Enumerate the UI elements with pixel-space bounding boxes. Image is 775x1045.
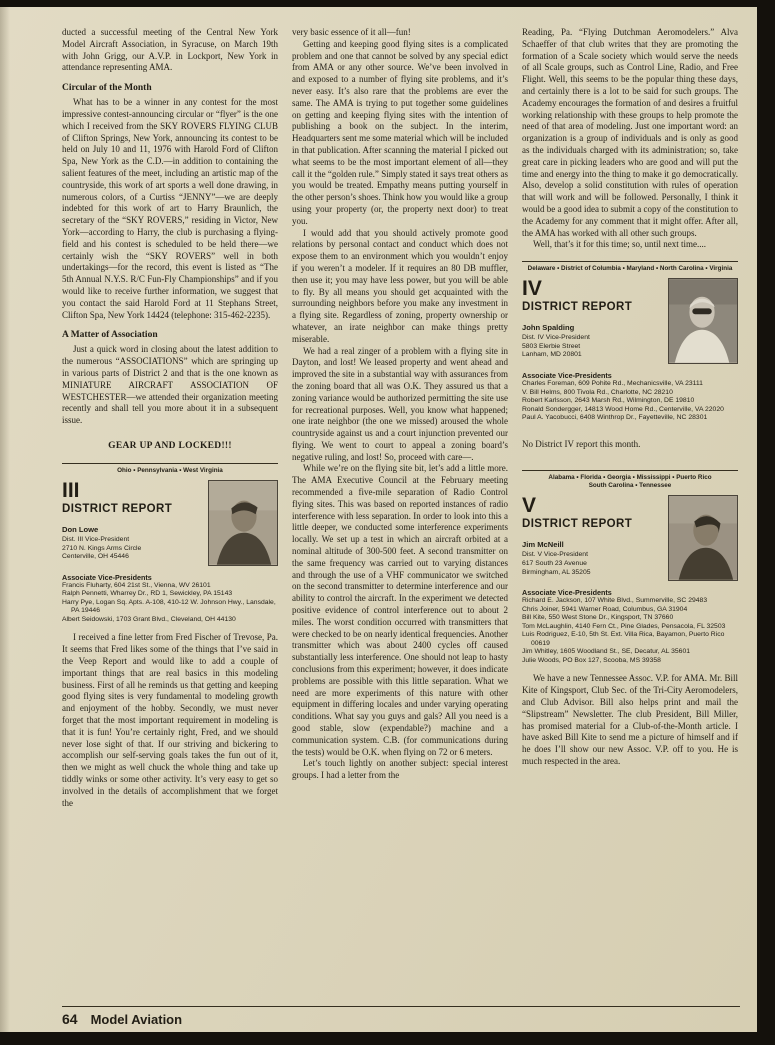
person-silhouette-icon [669,279,737,363]
jim-mcneill-photo [668,495,738,581]
page-number: 64 [62,1011,78,1027]
district-iv-report-title: DISTRICT REPORT [522,301,633,314]
paragraph-fred-fischer: I received a fine letter from Fred Fischer of Trevose, Pa. It seems that Fred likes some of the things that I’ve said in the Veep Report and would like to add a couple of important things that are real basics in this modeling business. First of all he reminds us that getting and keeping good flying sites is very fundamental to modeling growth and enjoyment of the hobby. Secondly, we must never forget that the most important requirement in modeling is that it is fun! You’re certainly right, Fred, and we should never lose sight of that. If our striving and bickering to accomplish our self-serving goals takes the fun out of it, then we might as well chuck the whole thing and take up tiddly winks or some other activity. It’s very easy to get so involved in the details of accomplishment that we forget the [62,632,278,808]
paragraph-closing: Well, that’s it for this time; so, until next time.... [533,239,707,250]
district-iv-avp-list: Charles Foreman, 609 Pohite Rd., Mechanicsville, VA 23111 V. Bill Helms, 800 Tivola Rd., Charlotte, NC 28210 Robert Karlsson, 2643 Marsh Rd., Wilmington, DE 19810 Ronald Sondergger, 14813 Wood Home Rd., Centerville, VA 22020 Paul A. Yacobucci, 6408 Winthrop Dr., Fayetteville, NC 28301 [522,380,724,422]
district-iii-officer-name: Don Lowe [62,524,99,534]
paragraph-association: Just a quick word in closing about the latest addition to the numerous “ASSOCIATIONS” which are springing up in various parts of District 2 and that is the one known as MINIATURE AIRCRAFT ASSOCIATION OF WESTCHESTER—we attended their organization meeting recently and shall tell you more about it in a subsequent issue. [62,344,278,426]
section-heading-circular-of-the-month: Circular of the Month [62,83,152,94]
person-silhouette-icon [669,496,737,580]
district-iii-header [62,480,278,566]
district-iii-numeral: III [62,478,80,502]
district-iv-section [522,261,738,423]
district-v-section [522,470,738,665]
district-iv-states: Delaware • District of Columbia • Maryland • North Carolina • Virginia [527,265,733,273]
district-v-avp-heading: Associate Vice-Presidents [522,588,612,598]
don-lowe-photo [208,480,278,566]
district-iii-states: Ohio • Pennsylvania • West Virginia [117,466,223,474]
district-v-avp-list: Richard E. Jackson, 107 White Blvd., Summerville, SC 29483 Chris Joiner, 5941 Warner Road, Columbus, GA 31904 Bill Kite, 550 West Stone Dr., Kingsport, TN 37660 Tom McLaughlin, 4140 Fern Ct., Pine Glades, Pensacola, FL 32503 Luis Rodriguez, E-10, 5th St. Ext. Villa Rica, Bayamon, Puerto Rico 00619 Jim Whitley, 1605 Woodland St., SE, Decatur, AL 35601 Julie Woods, PO Box 127, Scooba, MS 39358 [522,597,726,664]
district-v-states: Alabama • Florida • Georgia • Mississippi • Puerto Rico South Carolina • Tennessee [548,474,712,490]
page-paper [0,7,757,1032]
section-heading-a-matter-of-association: A Matter of Association [62,330,158,341]
page-footer [62,1011,182,1027]
district-v-officer-address: Dist. V Vice-President 617 South 23 Avenue Birmingham, AL 35205 [522,551,591,576]
column-1 [62,27,278,809]
district-iii-info [62,480,200,566]
district-iv-info [522,278,660,364]
district-iii-avp-list: Francis Fluharty, 604 21st St., Vienna, WV 26101 Ralph Pennetti, Wharrey Dr., RD 1, Sewickley, PA 15143 Harry Pye, Logan Sq. Apts. A-108, 410-12 W. Johnson Hwy., Lansdale, PA 19446 Albert Seidowski, 1703 Grant Blvd., Cleveland, OH 44130 [62,581,276,623]
person-silhouette-icon [209,481,277,565]
district-iv-avp-heading: Associate Vice-Presidents [522,371,612,381]
district-v-officer-name: Jim McNeill [522,540,564,550]
paragraph-continuation: Reading, Pa. “Flying Dutchman Aeromodelers.” Alva Schaeffer of that club writes that they are promoting the formation of a Scale society which would serve the needs of all Scale groups, such as Control Line, Radio, and Free Flight. Well, this seems to be the popular thing these days, and certainly there is a lot to be said for such groups. The Academy encourages the formation of and desires a fruitful working relationship with these groups to help promote the need of that area of modeling. Just one important word: an organization is a group of individuals and is only as good as the individuals charged with its administration; so, take great care in picking leaders who are good and will put the time and energy into the thing to make it go democratically. Also, develop a solid constitution with rules of operation that will work and will be followed. Personally, I think it would be a good idea to submit a copy of the constitution to the Academy for any comment that it might offer. After all, the AMA has worked with all other such groups. [522,27,738,238]
district-iii-report-title: DISTRICT REPORT [62,502,173,515]
district-v-numeral: V [522,494,537,518]
district-v-header [522,495,738,581]
district-iv-numeral: IV [522,277,542,301]
district-iii-officer-address: Dist. III Vice-President 2710 N. Kings Arms Circle Centerville, OH 45446 [62,535,142,561]
gear-up-and-locked-line: GEAR UP AND LOCKED!!! [108,440,232,451]
paragraph-continuation: ducted a successful meeting of the Central New York Model Aircraft Association, in Syracuse, on March 19th with John Grigg, our A.V.P. in Lockport, New York in attendance representing AMA. [62,27,278,73]
magazine-title: Model Aviation [90,1012,183,1027]
column-2-paragraphs: Getting and keeping good flying sites is a complicated problem and one that cannot be solved by any special edict from AMA or any other source. We’ve been involved in and exposed to a number of flying site problems, and it’s never easy. It’s also rare that the problems are ever the same. The AMA is trying to put together some guidelines on getting and keeping flying sites with the intention of publishing a book on the subject. In the interim, Headquarters sent me some material which will be included in that publication. After scanning the material I picked out what seems to be the most important element of all—they call it the “golden rule.” Simply stated it says treat others as you would be treated. Empathy means putting yourself in the other person’s shoes. Think how you would like a group using your property (or, the property next door) to treat you. I would add that you should actively promote good relations by personal contact and conduct which does not expose them to an environment which you wouldn’t enjoy if you weren’t a modeler. If it requires an 80 DB muffler, then use it; you may have less power, but you will be able to fly. By all means you should get acquainted with the surrounding neighbors before you make any investment in a flying site. Regardless of zoning, property ownership or whatever, an irate neighbor can make things pretty miserable. We had a real zinger of a problem with a flying site in Dayton, and lost! We leased property and went ahead and improved the site in a substantial way with assurances from the zoning board that all was O.K. They assured us that a zoning variance would be authorized permitting the site use for recreational purposes. Well, you know what happened; one irate neighbor (the one we missed) aroused the whole countryside against us and a court injunction prevented our flying. We went to court to appeal a zoning board’s negative ruling, and lost! So, proceed with care—. While we’re on the flying site bit, let’s add a little more. The AMA Executive Council at the February meeting recommended a five-mile separation of Radio Control flying sites. This was based on reported instances of radio interference with less separation. In order to look into this a little deeper, we conducted some interference experiments locally. We set up a test in which an aircraft orbited at a nominal altitude of 300-500 feet. A second transmitter on the same frequency was carried out to varying distances and through the use of a VHF communicator we switched on the second transmitter to determine interference and our ability to control the aircraft. In the experiment we detected positive evidence of control interference out to about 2 miles. The worst condition occurred with transmitters that were checked to be on nearly identical frequencies. Another transmitter which was about 2400 cycles off caused substantially less interference. One should not leap to hasty conclusions from this experiment; however, it does indicate problems are possible with this little separation. What we need are more experiments of this nature with other equipment in differing locales and under varying operating conditions. What say you guys and gals? All you need is a good stable, slow (expendable?) machine and a communication system. C.B. (for communications during the tests) would be O.K. when flying on 72 or 6 meters. Let’s touch lightly on another subject: special interest groups. I had a letter from the [292,38,508,781]
district-iv-officer-name: John Spalding [522,323,575,333]
column-2 [292,27,508,809]
footer-rule [62,1006,740,1007]
paragraph-continuation: very basic essence of it all—fun! [292,27,411,37]
column-3 [522,27,738,809]
district-iii-section [62,463,278,625]
district-v-info [522,495,660,581]
district-v-report-title: DISTRICT REPORT [522,518,633,531]
district-iv-header [522,278,738,364]
district-iii-avp-heading: Associate Vice-Presidents [62,572,152,582]
no-district-iv-report-note: No District IV report this month. [522,438,641,449]
paragraph-circular: What has to be a winner in any contest for the most impressive contest-announcing circular or “flyer” is the one which I received from the SKY ROVERS FLYING CLUB of Clifton Springs, New York, announcing its contest to be held on July 10 and 11, 1976 with Harold Ford of Clifton Spa, New York as the C.D.—in addition to containing the salient features of the meet, including an artistic map of the countryside, this work of art sports a well done drawing, in numerous colors, of a Curtiss “JENNY”—we are deeply indebted for this work of art to Harry Braunlich, the secretary of the “SKY ROVERS,” residing in Victor, New York—according to Harry, the club is purchasing a flying-field and his contest is scheduled to be held there—we certainly wish the “SKY ROVERS” well in both undertakings—for the record, this event is listed as “The 5th Annual N.Y.S. R/C Fun-Fly Championships” and if you would like to receive further information, we suggest that you contact the said Harold Ford at 11 Stephans Street, Clifton Spa, New York 14424 (telephone: 315-462-2235). [62,97,278,320]
three-column-layout [62,27,740,809]
paragraph-bill-kite: We have a new Tennessee Assoc. V.P. for AMA. Mr. Bill Kite of Kingsport, Club Sec. of the Tri-City Aeromodelers, and Club Advisor. Bill also helps print and mail the “Slipstream” Newsletter. The club President, Bill Miller, has promised material for a Club-of-the-Month article. I have asked Bill Kite to send me a picture of himself and if he does I’ll show our new Assoc. V.P. off to you. He is much respected in the area. [522,673,738,767]
district-iv-officer-address: Dist. IV Vice-President 5803 Elerbie Street Lanham, MD 20801 [522,334,590,359]
john-spalding-photo [668,278,738,364]
